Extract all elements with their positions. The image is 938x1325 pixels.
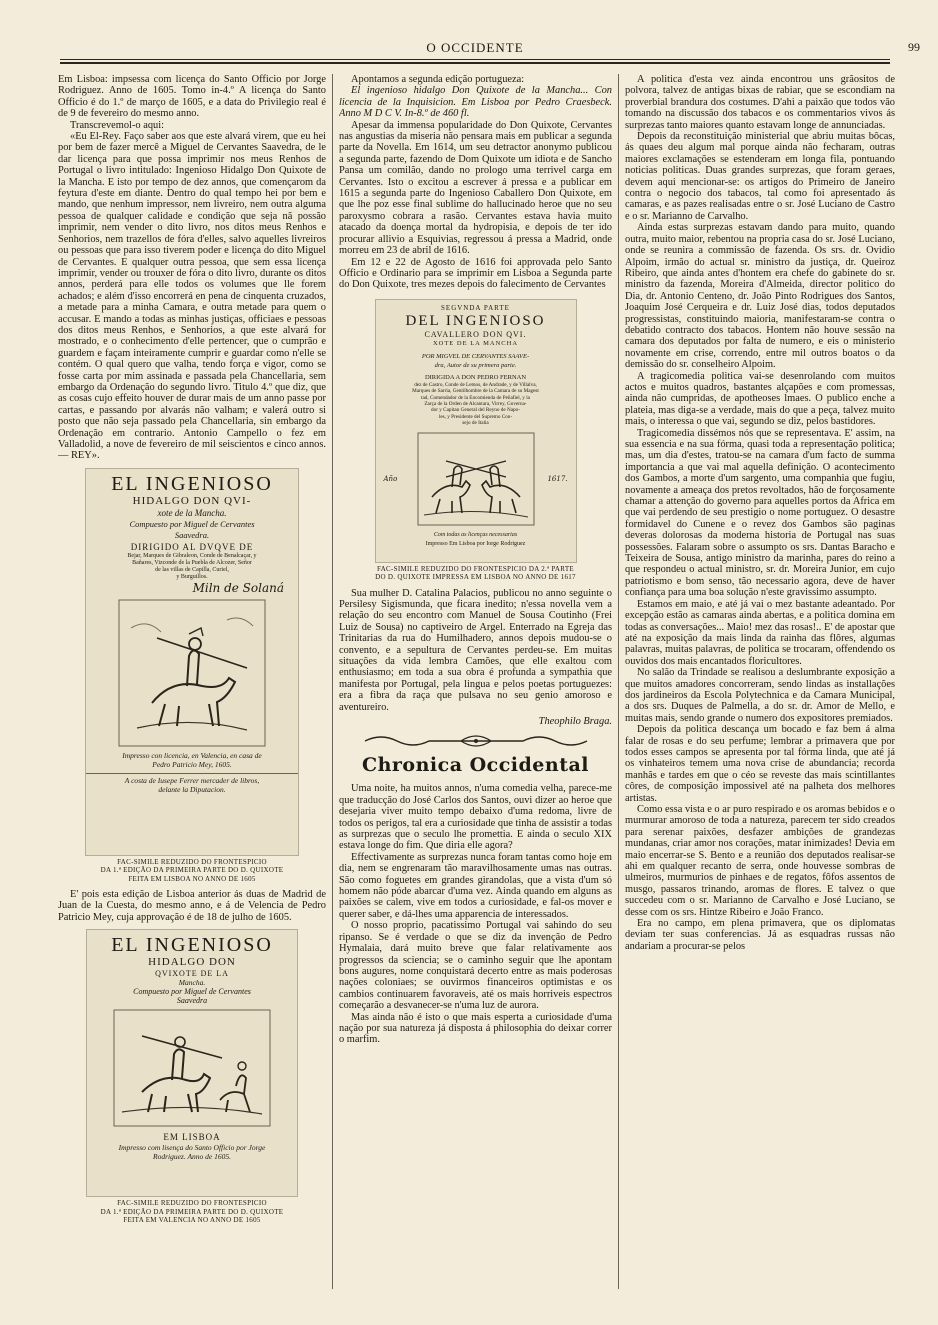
fig-author-line: Saavedra (176, 996, 208, 1006)
paragraph: Sua mulher D. Catalina Palacios, publicou no anno seguinte o Persilesy Sigismunda, que ficara inedito; n'essa novella vem a relação do seu encontro com Manuel de Sousa Coutinho (Frei Luiz de Sousa) no captiveiro de Argel. Enterrado na Egreja das Trinitarias da rua do Humilhadero, annos depois mudou-se o convento, e a sepultura de Cervantes perdeu-se. Em muitas situações da vida lembra Camões, que elle exaltou com enthusiasmo; em toda a sua obra é profunda a sympathia que manifesta por Portugal, pela lingua e pelos poetas portuguezes: era a fibra da raça que pulsava no seu genio amoroso e aventureiro. (339, 587, 612, 713)
paragraph: A politica d'esta vez ainda encontrou uns grãositos de polvora, talvez de antigas bixas de rabiar, que se escondiam na proverbial brandura dos costumes. D'ahi a paixão que todos vão tomando na discussão dos tabacos e os commentarios vivos ás surprezas tanto maiores quanto estavam longe de annunciadas. (625, 74, 895, 131)
paragraph: El ingenioso hidalgo Don Quixote de la Mancha... Con licencia de la Inquisicion. Em Lisboa por Pedro Craesbeck. Anno M D C V. In-8.º de 460 fl. (339, 85, 612, 120)
fig-imprint-line: Impresso Em Lisboa por Iorge Rodriguez (425, 540, 526, 547)
fig-dedication-line: dez de Castro, Conde de Lemos, de Andrade, y de Villalva, (414, 381, 537, 388)
fig-year-left: Año (383, 474, 398, 483)
column-1 (58, 74, 326, 1289)
fig-title-line: QVIXOTE DE LA (155, 969, 229, 979)
fig-imprint-line: Impresso com lisença do Santo Officio por Jorge (118, 1143, 266, 1153)
page-header (60, 40, 920, 64)
section-title: Chronica Occidental (361, 754, 590, 777)
fig-dedication-line: DIRIGIDA A DON PEDRO FERNAN (424, 373, 527, 381)
fig-title-line: DEL INGENIOSO (405, 312, 546, 329)
fig-dedication-line: Bañares, Vizconde de la Puebla de Alcozer, Señor (132, 559, 252, 566)
paragraph: Effectivamente as surprezas nunca foram tantas como hoje em dia, nem se engrenaram tão maravilhosamente umas nas outras. São como foguetes em grandes girandolas, que a vista d'um só homem não póde abarcar d'uma vez. Ainda quando em alguns as paixões se calem, vive em todos a curiosidade, e fal-os mover e querer saber, e dá-lhes uma apparencia de interessados. (339, 851, 612, 920)
page-number: 99 (908, 40, 920, 54)
fig-imprint-line: Rodriguez. Anno de 1605. (153, 1152, 231, 1162)
fig-dedication-line: sejo de Italia (462, 420, 489, 427)
decorative-divider-ornament (361, 733, 591, 749)
paragraph: A tragicomedia politica vai-se desenrolando com muitos actos e muitos quadros, bastantes alçapões e com promessas, ainda não cumpridas, de apotheoses lmaes. O publico enche a plateia, mas diga-se a verdade, mais do que a peça, talvez muito mais, o interessa o que vai, segundo se diz, pelos bastidores. (625, 370, 895, 428)
paragraph: Estamos em maio, e até já vai o mez bastante adeantado. Por excepção estão as camaras ainda abertas, e a politica domina em todas as conversações... Maio! mez das rosas!.. E' de apostar que até na exposição da mais linda da rainha das flôres, algumas palavras, muitas palavras, de politica se trocaram, offendendo os ouvidos dos mais encantados floricultores. (625, 598, 895, 667)
fig-title-line: EL INGENIOSO (111, 472, 273, 495)
paragraph: Tragicomedia dissémos nós que se representava. E' assim, na sua essencia e na sua fórma, quasi toda a representação politica; mas, um dia d'estes, tratou-se na camara d'um facto de summa importancia a que vai mal aquella definição. O acontecimento dos Gambos, a morte d'um sargento, uma companhia que fugiu, novamente a ameaça dos pretos revoltados, hão de forçosamente chamar a attenção do governo para aquelles portos da Africa em que vai perdendo de seu prestigio o nome portuguez. O desastre formidavel do Cunene e o revez dos Gambos são paginas deveras dolorosas da moderna historia de Portugal nas suas possessões. Falaram sobre o assumpto os srs. Dantas Baracho e Teixeira de Sousa, antigo ministro da marinha, pares do reino a que respondeu o actual ministro, sr. dr. Moreira Junior, em cujo patriotismo e bom senso, tão necessario agora, deve de haver confiança para uma boa solução n'este gravissimo assumpto. (625, 427, 895, 599)
fig-engraving-row (376, 431, 576, 529)
header-rule (60, 59, 890, 60)
paragraph: No salão da Trindade se realisou a deslumbrante exposição a que muitos amadores concorreram, sendo lindas as installações dos jardineiros da Escola Polytechnica e da Camara Municipal, a dos srs. Duques de Palmella, a do sr. dr. Amor de Mello, e muitas mais, sendo grande o numero dos expositores premiados. (625, 667, 895, 724)
fig-title-line: SEGVNDA PARTE (441, 303, 510, 312)
caption-line: FAC-SIMILE REDUZIDO DO FRONTESPICIO (117, 1199, 267, 1208)
figure-caption (58, 1199, 326, 1224)
paragraph: Transcrevemol-o aqui: (70, 119, 164, 131)
facsimile-second-part-1617 (375, 299, 577, 563)
knight-and-squire-engraving (112, 1008, 272, 1128)
fig-dedication-line: y Burguillos. (176, 573, 208, 580)
paragraph: O nosso proprio, pacatissimo Portugal vai sahindo do seu ripanso. Se é verdade o que se diz da invenção de Pedro Hymalaia, dará muito breve que falar relativamente aos progressos da sciencia; se o caminho seguir que lhe apontam bons augures, nome conquistará decerto entre as mais poderosas nações coloniaes; se ouvirmos financeiros optimistas e os cambios continuarem favoraveis, até os mais horriveis espectros começarão a desvanecer-se n'uma luz de aurora. (339, 920, 612, 1012)
fig-imprint-line: A costa de Iusepe Ferrer mercader de libros, (86, 773, 298, 785)
paragraph: Apontamos a segunda edição portugueza: (351, 74, 525, 85)
fig-dedication-line: Zarça de la Orden de Alcantara, Virrey, Governa- (424, 400, 527, 407)
fig-dedication-line: Bejar, Marques de Gibraleon, Conde de Benalcaçar, y (127, 552, 257, 559)
fig-author-line: Compuesto por Miguel de Cervantes (129, 518, 255, 529)
handwritten-signature: Miln de Solaná (192, 580, 284, 595)
paragraph: Em Lisboa: impsessa com licença do Santo Officio por Jorge Rodriguez. Anno de 1605. Tomo in-4.º A licença do Santo Officio é do 1.º de março de 1605, e a data do Privilegio real é de 9 de fevereiro do mesmo anno. (58, 74, 326, 120)
journal-title: O OCCIDENTE (426, 40, 524, 55)
fig-imprint-line: Pedro Patricio Mey, 1605. (152, 759, 232, 769)
fig-year-right: 1617. (547, 474, 568, 483)
fig-dedication-line: de las villas de Capilla, Curiel, (155, 566, 229, 573)
fig-title-line: EL INGENIOSO (111, 934, 273, 957)
fig-dedication-line: les, y Presidente del Supremo Con- (438, 413, 513, 420)
caption-line: FAC-SIMILE REDUZIDO DO FRONTESPICIO (117, 857, 267, 866)
paragraph: E' pois esta edição de Lisboa anterior ás duas de Madrid de Juan de la Cuesta, do mesmo anno, e á de Velencia de Pedro Patricio Mey, cuja approvação é de 18 de julho de 1605. (58, 889, 326, 923)
fig-title-line: HIDALGO DON QVI- (132, 494, 252, 507)
caption-line: FEITA EM VALENCIA NO ANNO DE 1605 (123, 1216, 261, 1225)
fig-title-line: HIDALGO DON (148, 956, 236, 969)
fig-dedication-line: Marques de Sarria, Gentilhombre de la Camara de su Magest (412, 388, 539, 395)
caption-line: DO D. QUIXOTE IMPRESSA EM LISBOA NO ANNO DE 1617 (375, 573, 576, 582)
paragraph: Como essa vista e o ar puro respirado e os aromas bebidos e o murmurar amoroso de toda a natureza, parecem ter sido creados para serenar paixões, desfazer ambições de grandezas mundanas, criar amor nos corações, matar inimizades! Devia em maio encerrar-se S. Bento e a reunião dos deputados realisar-se ahi em qualquer recanto de serra, onde houvesse sombras de ulmeiros, murmurios de pinhaes e de regatos, fôfos assentos de musgo, passaros trinando, aromas de flores. E talvez o que succedeu com o sr. Marianno de Carvalho e José Luciano, se desse com os srs. Hintze Ribeiro e João Franco. (625, 804, 895, 918)
fig-author-line: dra, Autor de su primera parte. (434, 361, 517, 369)
header-rule-thick (60, 62, 890, 64)
paragraph: Era no campo, em plena primavera, que os diplomatas deviam ter suas conferencias. Já as esquadras russas não andariam a procurar-se pelos (625, 918, 895, 952)
fig-dedication-line: tad, Comendador de la Encomienda de Peñafiel, y la (421, 394, 530, 401)
paragraph: Apesar da immensa popularidade do Don Quixote, Cervantes nas angustias da miseria não pensara mais em publicar a segunda parte da Novella. Em 1614, um seu detractor anonymo publicou a segunda parte, fazendo de Dom Quixote um idiota e de Sancho Pansa um comilão, dando no prologo uma terrivel carga em Cervantes. Isto o excitou a escrever á pressa e a publicar em 1615 a segunda parte do Ingenioso Caballero Don Quixote, em que lhe poz esse final sublime do hallucinado heroe que no seu paroxysmo cobrara a rasão. Cervantes estava havia muito atacado da doença mortal da hydropisia, e depois de ter ido procurar allivio a Esquivias, regressou á pressa a Madrid, onde morreu em 23 de abril de 1616. (339, 119, 612, 257)
figure-caption (58, 858, 326, 883)
fig-title-line: XOTE DE LA MANCHA (432, 339, 519, 347)
fig-author-line: POR MIGVEL DE CERVANTES SAAVE- (421, 352, 530, 360)
paragraph: «Eu El-Rey. Faço saber aos que este alvará virem, que eu hei por bem de fazer mercê a Miguel de Cervantes Saavedra, de le dar licença para que possa imprimir nos meus Renhos de Portugal o livro intitulado: Ingenioso Hidalgo Don Quixote de la Mancha. E isto por tempo de dez annos, que començarom da feytura d'este em diante. Dentro do qual tempo hei por bem e mando, que nenhum impressor, nem livreiro, nem outra alguma pessoa de qualquer calidade e condição que seja nã possão imprimir, nem vender o dito livro, nos ditos meus Renhos e Senhorios, nem trazellos de fóra d'elles, salvo aquelles livreiros ou pessoas que para isso tiverem poder e licença do dito Miguel de Cervantes. E qualquer outra pessoa, que sem essa licença imprimir, vender ou trouxer de fóra o dito livro, durante os ditos annos, perderá para elle todos os volumes que lle forem achados; e além d'isso encorrerá en pena de cinquenta cruzados, a metade para a minha Camara, e outra metade para quem o accusar. E mando a todas as minhas justiças, officiaes e pessoas dos ditos meus Renhos, e Senhorios, a que este alvará for mostrado, e o conhecimento d'elle pertencer, que o cumprão e guardem e façam inteiramente cumprir e guardar como n'elle se contém. O qual quero que valha, tendo força e vigor, como se fosse carta por mim assinada e passada pela Chancellaria, sem embargo da Ordenação do segundo livro. Titulo 4.º que diz, que as cosas cujo effeito houver de durar mais de um anno passe por cartas, e passando por alvarás não valham; e valerá outro si posto que não seja passado pela Chancellaria, sin embargo da Ordenação em contrario. Antonio Campello o fez em Valladolid, a nove de fevereiro de mil seiscientos e cinco annos. — REY». (58, 131, 326, 462)
knights-combat-engraving (416, 431, 536, 527)
paragraph: Mas ainda não é isto o que mais esperta a curiosidade d'uma nação por sua natureza já disposta á philosophia do deixar correr o marfim. (339, 1011, 612, 1046)
fig-author-line: Compuesto por Miguel de Cervantes (133, 987, 251, 997)
column-2 (339, 74, 612, 1289)
paragraph: Depois da reconstituição ministerial que abriu muitas bôcas, ás quaes deu algum mal porque ainda não fecharam, outras maiores exclamações se estenderam em longa fila, pontuando noticias politicas. Duas grandes surprezas, que foram geraes, devem aqui mencionar-se: os artigos do Primeiro de Janeiro contra o negocio dos tabacos, tal como foi apresentado ás camaras, e as pazes realisadas entre o sr. José Luciano de Castro e o sr. Marianno de Carvalho. (625, 131, 895, 222)
caption-line: FAC-SIMILE REDUZIDO DO FRONTESPICIO DA 2.ª PARTE (377, 564, 574, 573)
knight-on-horse-engraving (117, 598, 267, 748)
fig-imprint-line: Impresso con licencia, en Valencia, en casa de (122, 750, 262, 760)
column-3 (625, 74, 895, 1289)
fig-dedication-line: dor y Capitan General del Reyno de Napo- (431, 407, 520, 414)
facsimile-valencia-1605 (86, 929, 298, 1197)
column-separator (332, 74, 333, 1289)
paragraph: Uma noite, ha muitos annos, n'uma comedia velha, parece-me que traducção do José Carlos dos Santos, ouvi dizer ao heroe que desejaria viver muito tempo debaixo d'uma redoma, livre de todos os perigos, tal era a curiosidade que tinha de assistir a todas as surprezas que o seculo lhe promettia. E ainda o seculo XIX estava longe do fim. Que diria elle agora? (339, 783, 612, 852)
fig-imprint-line: Com todas as licenças necessarias (433, 531, 518, 538)
fig-author-line: Saavedra. (174, 529, 210, 540)
fig-dedication-line: DIRIGIDO AL DVQVE DE (130, 541, 254, 552)
column-separator (618, 74, 619, 1289)
fig-title-line: CAVALLERO DON QVI. (424, 329, 527, 339)
paragraph: Ainda estas surprezas estavam dando para muito, quando outra, muito maior, rebentou na propria casa do sr. José Luciano, onde se reunira a commissão de fazenda. Os srs. dr. Ovidio Alpoim, irmão do actual sr. ministro da justiça, dr. Queiroz Ribeiro, que ainda antes d'hontem era chefe do gabinete do sr. ministro da fazenda, Moreira d'Almeida, director politico do Dia, dr. Antonio Centeno, dr. João Pinto Rodrigues dos Santos, Joaquim José Cerqueira e dr. Luiz José dias, todos deputados progressistas, constituindo maioria, manifestaram-se contra o debatido contracto dos tabacos. Hontem não houve sessão na camara dos deputados por falta de numero, e eis o ministerio novamente em crise, correndo, entre mil outros boatos o da demissão do sr. conselheiro Alpoim. (625, 222, 895, 371)
caption-line: DA 1.ª EDIÇÃO DA PRIMEIRA PARTE DO D. QUIXOTE (100, 866, 284, 875)
fig-title-line: xote de la Mancha. (157, 507, 227, 518)
caption-line: DA 1.ª EDIÇÃO DA PRIMEIRA PARTE DO D. QUIXOTE (100, 1207, 284, 1216)
author-signature: Theophilo Braga. (538, 716, 612, 727)
facsimile-lisbon-1605 (85, 468, 299, 856)
caption-line: FEITA EM LISBOA NO ANNO DE 1605 (128, 874, 256, 883)
fig-imprint-line: delante la Diputacion. (158, 784, 226, 794)
fig-imprint-line: EM LISBOA (163, 1132, 221, 1143)
paragraph: Depois da politica descança um bocado e faz bem á alma falar de rosas e do seu perfume; lembrar a primavera que por todos esses campos se apresenta por tal fórma linda, que até já os vinhateiros temem uma nova crise de abundancia; recorda manhãs e tardes em que o céo se reveste das mais scintillantes côres, de composição impossivel até na palheta dos melhores artistas. (625, 724, 895, 804)
figure-caption (339, 565, 612, 582)
paragraph: Em 12 e 22 de Agosto de 1616 foi approvada pelo Santo Officio e Ordinario para se imprimir em Lisboa a Segunda parte do Don Quixote, tres mezes depois do falecimento de Cervantes (339, 256, 612, 291)
fig-title-line: Mancha. (178, 978, 206, 988)
